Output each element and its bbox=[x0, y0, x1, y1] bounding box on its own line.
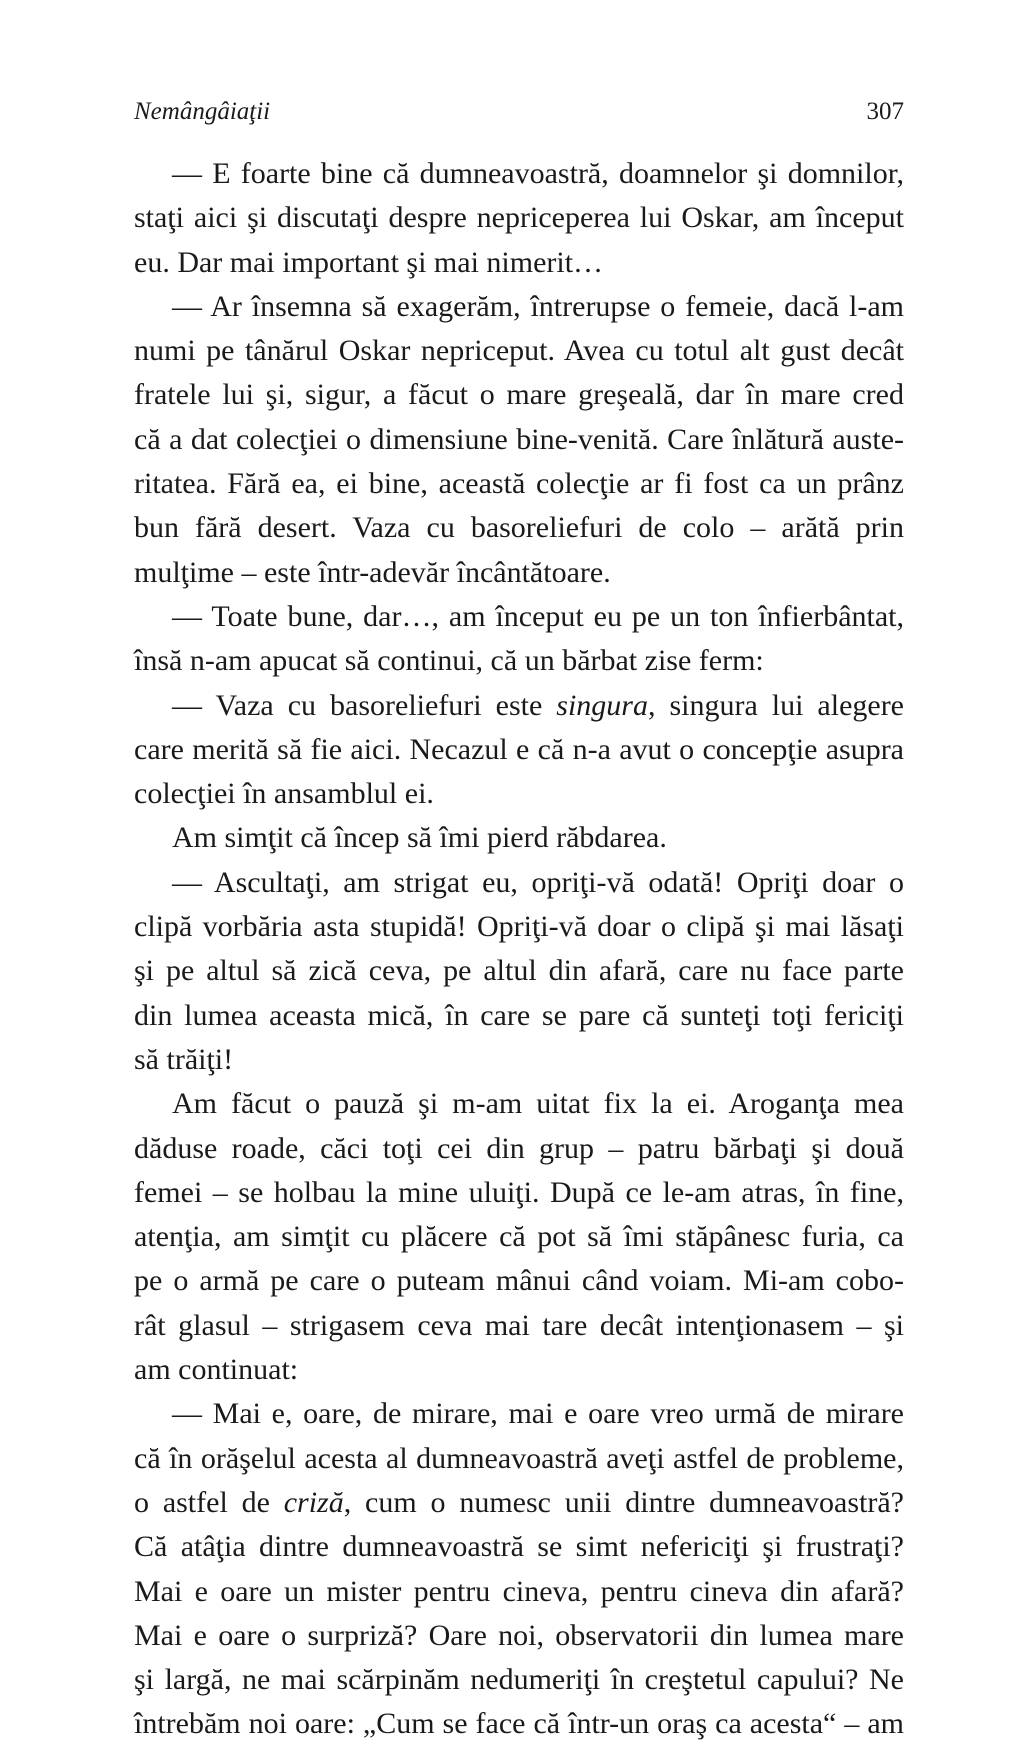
text-line bbox=[134, 1348, 904, 1392]
text-segment: Mai e oare un mister pentru cineva, pentru cineva din afară? bbox=[134, 1574, 904, 1608]
text-segment: — Toate bune, dar…, am început eu pe un ton înfierbântat, bbox=[172, 599, 904, 633]
text-segment: bun fără desert. Vaza cu basoreliefuri de colo – arătă prin bbox=[134, 511, 904, 545]
text-line bbox=[134, 285, 904, 329]
text-line bbox=[134, 1215, 904, 1259]
text-line bbox=[134, 1038, 904, 1082]
text-segment: care merită să fie aici. Necazul e că n-a avut o concepţie asupra bbox=[134, 732, 904, 766]
text-segment: întrebăm noi oare: „Cum se face că într-un oraş ca acesta“ – am bbox=[134, 1707, 904, 1741]
text-segment: fratele lui şi, sigur, a făcut o mare greşeală, dar în mare cred bbox=[134, 378, 904, 412]
text-segment: eu. Dar mai important şi mai nimerit… bbox=[134, 245, 604, 279]
text-line bbox=[134, 329, 904, 373]
text-segment: — Vaza cu basoreliefuri este bbox=[172, 688, 557, 722]
text-line bbox=[134, 639, 904, 683]
running-head bbox=[134, 92, 904, 132]
text-line bbox=[134, 418, 904, 462]
text-line bbox=[134, 1525, 904, 1569]
text-line bbox=[134, 1127, 904, 1171]
text-segment: , cum o numesc unii dintre dumneavoastră? bbox=[343, 1485, 904, 1519]
text-segment: atenţia, am simţit cu plăcere că pot să îmi stăpânesc furia, ca bbox=[134, 1220, 904, 1254]
text-line bbox=[134, 506, 904, 550]
text-line bbox=[134, 1658, 904, 1702]
text-line bbox=[134, 816, 904, 860]
text-line bbox=[134, 373, 904, 417]
text-segment: Am simţit că încep să îmi pierd răbdarea. bbox=[172, 821, 667, 855]
text-line bbox=[134, 728, 904, 772]
text-line bbox=[134, 949, 904, 993]
text-line bbox=[134, 772, 904, 816]
text-segment: — E foarte bine că dumneavoastră, doamnelor şi domnilor, bbox=[172, 157, 904, 190]
text-line bbox=[134, 1570, 904, 1614]
text-segment: — Mai e, oare, de mirare, mai e oare vreo urmă de mirare bbox=[172, 1397, 904, 1431]
text-segment: Mai e oare o surpriză? Oare noi, observatorii din lumea mare bbox=[134, 1618, 904, 1652]
text-segment: însă n-am apucat să continui, că un bărbat zise ferm: bbox=[134, 644, 764, 678]
text-segment: şi largă, ne mai scărpinăm nedumeriţi în creştetul capului? Ne bbox=[134, 1663, 904, 1697]
text-line bbox=[134, 241, 904, 285]
text-line bbox=[134, 1702, 904, 1746]
text-line bbox=[134, 1259, 904, 1303]
text-line bbox=[134, 1437, 904, 1481]
text-line bbox=[134, 994, 904, 1038]
text-line bbox=[134, 1392, 904, 1436]
text-segment: am continuat: bbox=[134, 1353, 299, 1387]
italic-emphasis: singura bbox=[556, 688, 648, 722]
body-text bbox=[134, 152, 904, 1747]
text-line bbox=[134, 1171, 904, 1215]
text-line bbox=[134, 595, 904, 639]
text-line bbox=[134, 684, 904, 728]
text-segment: mulţime – este într-adevăr încântătoare. bbox=[134, 555, 611, 589]
text-segment: să trăiţi! bbox=[134, 1042, 234, 1076]
text-segment: dăduse roade, căci toţi cei din grup – patru bărbaţi şi două bbox=[134, 1131, 904, 1165]
text-segment: pe o armă pe care o puteam mânui când voiam. Mi-am cobo- bbox=[134, 1264, 904, 1298]
text-segment: colecţiei în ansamblul ei. bbox=[134, 777, 434, 811]
text-line bbox=[134, 1082, 904, 1126]
text-segment: numi pe tânărul Oskar nepriceput. Avea cu totul alt gust decât bbox=[134, 334, 904, 368]
text-line bbox=[134, 1481, 904, 1525]
text-segment: o astfel de bbox=[134, 1485, 284, 1519]
text-segment: clipă vorbăria asta stupidă! Opriţi-vă doar o clipă şi mai lăsaţi bbox=[134, 910, 904, 944]
running-title: Nemângâiaţii bbox=[134, 98, 271, 125]
text-segment: că în orăşelul acesta al dumneavoastră aveţi astfel de probleme, bbox=[134, 1441, 904, 1475]
text-segment: , singura lui alegere bbox=[647, 688, 905, 722]
page-number: 307 bbox=[866, 98, 904, 125]
text-line bbox=[134, 905, 904, 949]
text-line bbox=[134, 152, 904, 196]
italic-emphasis: criză bbox=[283, 1485, 344, 1519]
text-line bbox=[134, 1304, 904, 1348]
text-segment: Că atâţia dintre dumneavoastră se simt nefericiţi şi frustraţi? bbox=[134, 1530, 904, 1564]
text-line bbox=[134, 861, 904, 905]
text-segment: din lumea aceasta mică, în care se pare că sunteţi toţi fericiţi bbox=[134, 998, 904, 1032]
text-line bbox=[134, 462, 904, 506]
text-line bbox=[134, 1614, 904, 1658]
text-line bbox=[134, 196, 904, 240]
text-segment: femei – se holbau la mine uluiţi. După ce le-am atras, în fine, bbox=[134, 1175, 904, 1209]
text-segment: Am făcut o pauză şi m-am uitat fix la ei. Aroganţa mea bbox=[172, 1087, 904, 1121]
text-segment: — Ascultaţi, am strigat eu, opriţi-vă odată! Opriţi doar o bbox=[172, 865, 904, 899]
text-segment: ritatea. Fără ea, ei bine, această colecţie ar fi fost ca un prânz bbox=[134, 467, 904, 501]
text-segment: că a dat colecţiei o dimensiune bine-venită. Care înlătură auste- bbox=[134, 422, 904, 456]
text-line bbox=[134, 551, 904, 595]
text-segment: staţi aici şi discutaţi despre nepriceperea lui Oskar, am început bbox=[134, 201, 904, 235]
text-segment: şi pe altul să zică ceva, pe altul din afară, care nu face parte bbox=[134, 954, 904, 988]
text-segment: rât glasul – strigasem ceva mai tare decât intenţionasem – şi bbox=[134, 1308, 904, 1342]
text-segment: — Ar însemna să exagerăm, întrerupse o femeie, dacă l-am bbox=[172, 289, 904, 323]
